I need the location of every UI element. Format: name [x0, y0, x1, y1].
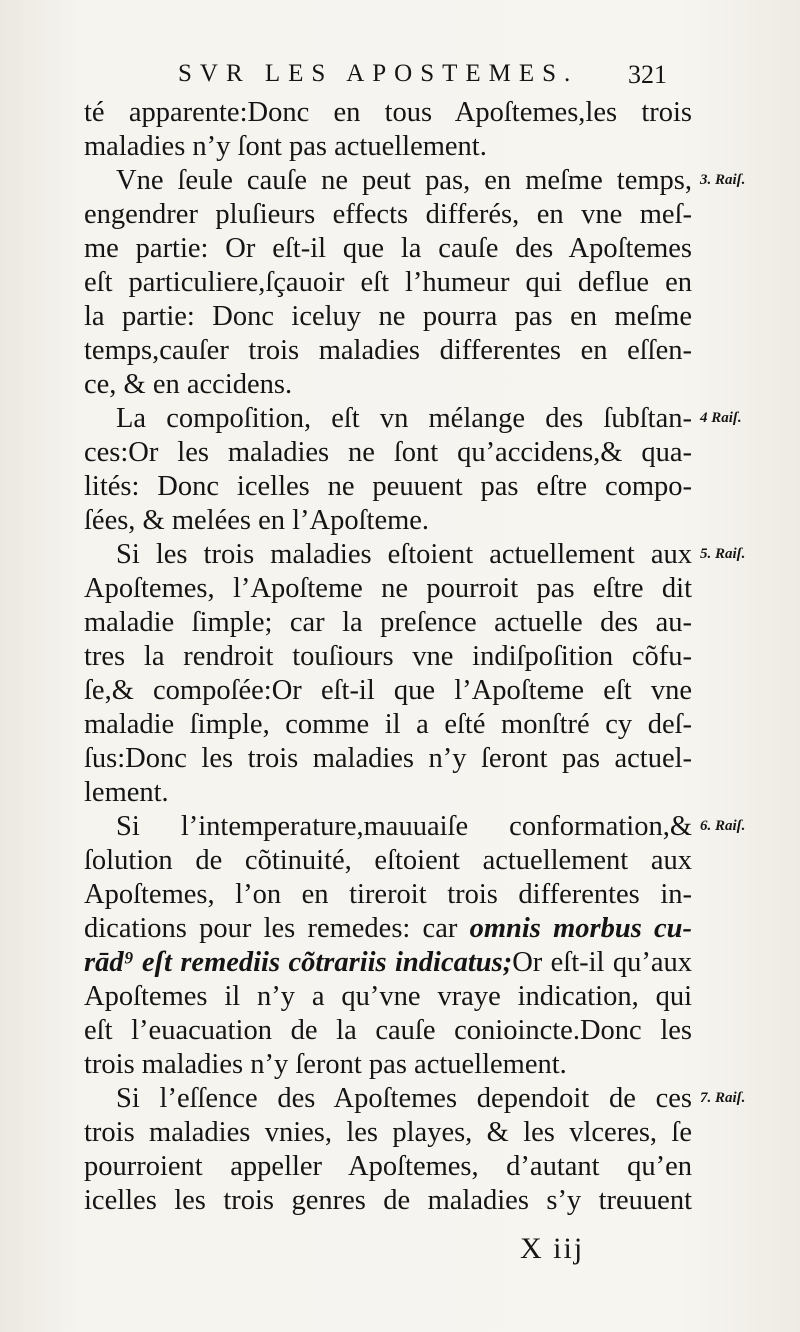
text-segment: dications pour les remedes: car — [84, 913, 458, 944]
text-line: me partie: Or eſt-il que la cauſe des Apoſtemes — [84, 233, 692, 264]
text-line: lités: Donc icelles ne peuuent pas eſtre compo- — [84, 471, 692, 502]
text-line: eſt l’euacuation de la cauſe conioincte.Donc les — [84, 1015, 692, 1046]
text-line: lement. — [84, 777, 169, 808]
text-line: trois maladies n’y ſeront pas actuellement. — [84, 1049, 567, 1080]
text-line: Apoſtemes, l’on en tireroit trois differentes in- — [84, 879, 692, 910]
text-line-latin-start — [84, 912, 692, 946]
margin-note: 6. Raiſ. — [700, 818, 746, 834]
page-header — [0, 60, 800, 96]
text-line: ſe,& compoſée:Or eſt-il que l’Apoſteme eſt vne — [84, 675, 692, 706]
text-line: ſées, & melées en l’Apoſteme. — [84, 505, 430, 536]
latin-quote: rād⁹ eſt remediis cõtrariis indicatus; — [84, 947, 513, 978]
text-line: maladie ſimple, comme il a eſté monſtré cy deſ- — [84, 709, 692, 740]
page-number: 321 — [628, 60, 667, 89]
text-line: ces:Or les maladies ne ſont qu’accidens,& qua- — [84, 437, 692, 468]
margin-note: 7. Raiſ. — [700, 1090, 746, 1106]
text-line: eſt particuliere,ſçauoir eſt l’humeur qui deflue en — [84, 267, 692, 298]
text-line: pourroient appeller Apoſtemes, d’autant qu’en — [84, 1151, 692, 1182]
text-line: Apoſtemes, l’Apoſteme ne pourroit pas eſtre dit — [84, 573, 692, 604]
text-line: Si l’eſſence des Apoſtemes dependoit de ces — [116, 1083, 692, 1114]
running-head: SVR LES APOSTEMES. — [178, 60, 579, 87]
latin-quote: omnis morbus cu- — [469, 913, 692, 944]
text-line: ſolution de cõtinuité, eſtoient actuellement aux — [84, 845, 692, 876]
text-line: ce, & en accidens. — [84, 369, 293, 400]
text-line: trois maladies vnies, les playes, & les vlceres, ſe — [84, 1117, 692, 1148]
margin-note: 4 Raiſ. — [700, 410, 742, 426]
margin-note: 3. Raiſ. — [700, 172, 746, 188]
text-line: icelles les trois genres de maladies s’y treuuent — [84, 1185, 692, 1216]
text-line: maladie ſimple; car la preſence actuelle des au- — [84, 607, 692, 638]
text-line: Vne ſeule cauſe ne peut pas, en meſme temps, — [116, 165, 692, 196]
text-line: té apparente:Donc en tous Apoſtemes,les trois — [84, 97, 692, 128]
text-line: tres la rendroit touſiours vne indiſpoſition cõfu- — [84, 641, 692, 672]
text-line-latin-end — [84, 946, 692, 980]
text-line: ſus:Donc les trois maladies n’y ſeront pas actuel- — [84, 743, 692, 774]
text-line: Si l’intemperature,mauuaiſe conformation,& — [116, 811, 692, 842]
text-line: La compoſition, eſt vn mélange des ſubſtan- — [116, 403, 692, 434]
text-line: maladies n’y ſont pas actuellement. — [84, 131, 487, 162]
margin-note: 5. Raiſ. — [700, 546, 746, 562]
signature-mark: X iij — [520, 1232, 585, 1265]
text-segment: Or eſt-il qu’aux — [512, 947, 692, 978]
text-line: temps,cauſer trois maladies differentes en eſſen- — [84, 335, 692, 366]
text-line: Apoſtemes il n’y a qu’vne vraye indication, qui — [84, 981, 692, 1012]
text-line: la partie: Donc iceluy ne pourra pas en meſme — [84, 301, 692, 332]
text-line: engendrer pluſieurs effects differés, en vne meſ- — [84, 199, 692, 230]
text-line: Si les trois maladies eſtoient actuellement aux — [116, 539, 692, 570]
